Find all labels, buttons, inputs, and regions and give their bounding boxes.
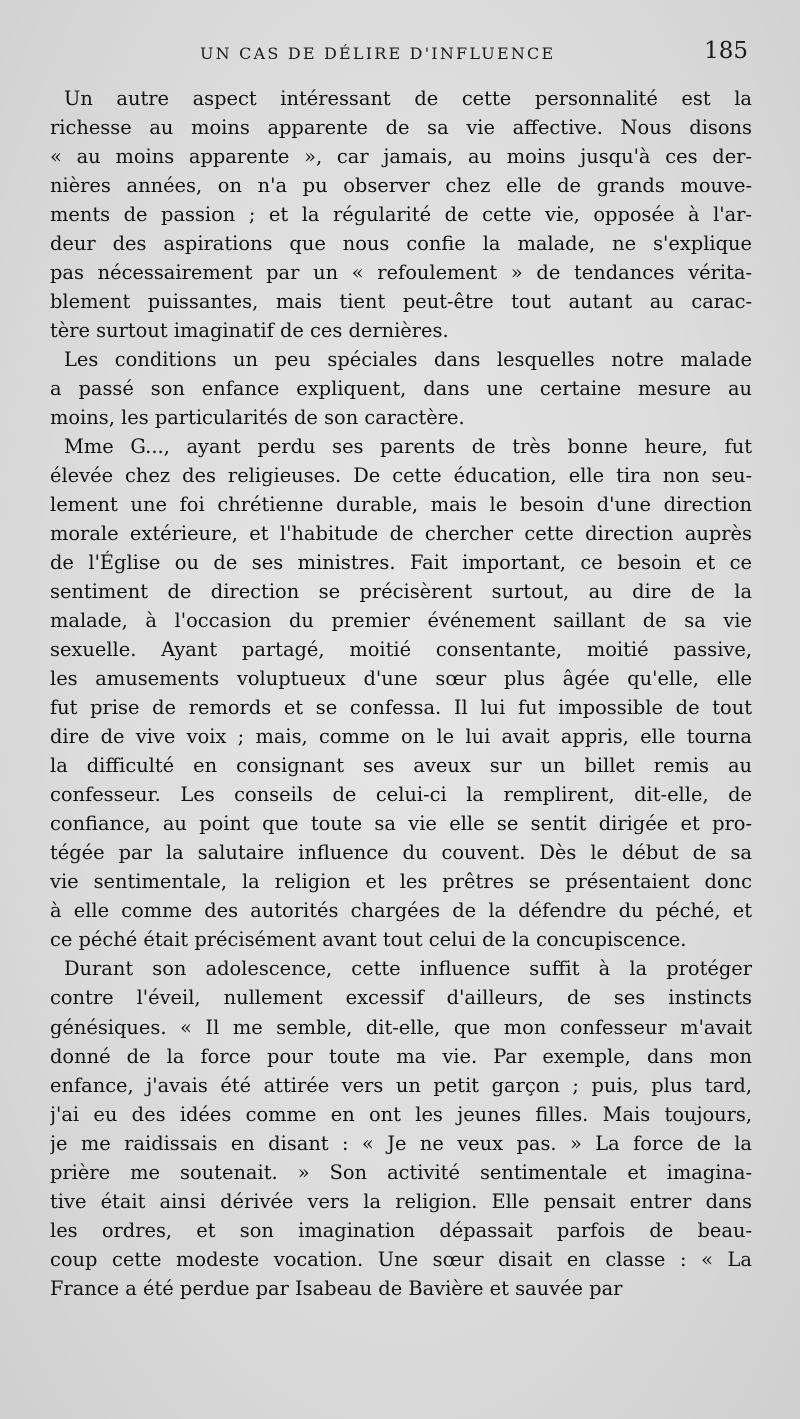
- text-line: ce péché était précisément avant tout celui de la concupiscence.: [50, 928, 687, 952]
- text-line: morale extérieure, et l'habitude de chercher cette direction auprès: [50, 522, 752, 546]
- text-line: ments de passion ; et la régularité de cette vie, opposée à l'ar-: [50, 203, 752, 227]
- text-line: la difficulté en consignant ses aveux sur un billet remis au: [50, 754, 752, 778]
- text-line: prière me soutenait. » Son activité sentimentale et imagina-: [50, 1160, 752, 1184]
- text-line: contre l'éveil, nullement excessif d'ailleurs, de ses instincts: [50, 986, 752, 1010]
- text-line: Mme G..., ayant perdu ses parents de très bonne heure, fut: [64, 435, 752, 459]
- text-line: richesse au moins apparente de sa vie affective. Nous disons: [50, 116, 752, 140]
- paragraph: [50, 954, 752, 1302]
- paragraph: [50, 84, 752, 345]
- text-line: blement puissantes, mais tient peut-être tout autant au carac-: [50, 290, 752, 314]
- text-line: je me raidissais en disant : « Je ne veux pas. » La force de la: [50, 1131, 752, 1155]
- text-line: les amusements voluptueux d'une sœur plus âgée qu'elle, elle: [50, 667, 752, 691]
- text-line: donné de la force pour toute ma vie. Par exemple, dans mon: [50, 1044, 752, 1068]
- running-head: [200, 40, 748, 70]
- text-line: confiance, au point que toute sa vie elle se sentit dirigée et pro-: [50, 812, 752, 836]
- text-line: sentiment de direction se précisèrent surtout, au dire de la: [50, 580, 752, 604]
- text-line: France a été perdue par Isabeau de Bavière et sauvée par: [50, 1276, 623, 1300]
- text-line: de l'Église ou de ses ministres. Fait important, ce besoin et ce: [50, 551, 752, 575]
- text-line: élevée chez des religieuses. De cette éducation, elle tira non seu-: [50, 464, 752, 488]
- text-line: lement une foi chrétienne durable, mais le besoin d'une direction: [50, 493, 752, 517]
- text-line: j'ai eu des idées comme en ont les jeunes filles. Mais toujours,: [50, 1102, 752, 1126]
- body-text: [50, 84, 752, 1303]
- text-line: Un autre aspect intéressant de cette personnalité est la: [64, 87, 752, 110]
- text-line: sexuelle. Ayant partagé, moitié consentante, moitié passive,: [50, 638, 752, 662]
- text-line: Durant son adolescence, cette influence suffit à la protéger: [64, 957, 752, 981]
- text-line: vie sentimentale, la religion et les prêtres se présentaient donc: [50, 870, 752, 894]
- text-line: pas nécessairement par un « refoulement » de tendances vérita-: [50, 261, 752, 285]
- text-line: à elle comme des autorités chargées de la défendre du péché, et: [50, 899, 752, 923]
- page-number: 185: [704, 38, 748, 64]
- text-line: tère surtout imaginatif de ces dernières.: [50, 319, 449, 343]
- text-line: génésiques. « Il me semble, dit-elle, que mon confesseur m'avait: [50, 1015, 752, 1039]
- paragraph: [50, 345, 752, 432]
- text-line: nières années, on n'a pu observer chez elle de grands mouve-: [50, 174, 752, 198]
- text-line: « au moins apparente », car jamais, au moins jusqu'à ces der-: [50, 145, 752, 169]
- text-line: les ordres, et son imagination dépassait parfois de beau-: [50, 1218, 752, 1242]
- text-line: coup cette modeste vocation. Une sœur disait en classe : « La: [50, 1247, 752, 1271]
- text-line: tive était ainsi dérivée vers la religion. Elle pensait entrer dans: [50, 1189, 752, 1213]
- text-line: fut prise de remords et se confessa. Il lui fut impossible de tout: [50, 696, 752, 720]
- text-line: a passé son enfance expliquent, dans une certaine mesure au: [50, 377, 752, 401]
- text-line: deur des aspirations que nous confie la malade, ne s'explique: [50, 232, 752, 256]
- text-line: moins, les particularités de son caractère.: [50, 406, 465, 430]
- paragraph: [50, 432, 752, 954]
- running-title: UN CAS DE DÉLIRE D'INFLUENCE: [200, 44, 556, 63]
- text-line: dire de vive voix ; mais, comme on le lui avait appris, elle tourna: [50, 725, 752, 749]
- text-line: tégée par la salutaire influence du couvent. Dès le début de sa: [50, 841, 752, 865]
- text-line: enfance, j'avais été attirée vers un petit garçon ; puis, plus tard,: [50, 1073, 752, 1097]
- text-line: malade, à l'occasion du premier événement saillant de sa vie: [50, 609, 752, 633]
- text-line: Les conditions un peu spéciales dans lesquelles notre malade: [64, 348, 752, 372]
- text-line: confesseur. Les conseils de celui-ci la remplirent, dit-elle, de: [50, 783, 752, 807]
